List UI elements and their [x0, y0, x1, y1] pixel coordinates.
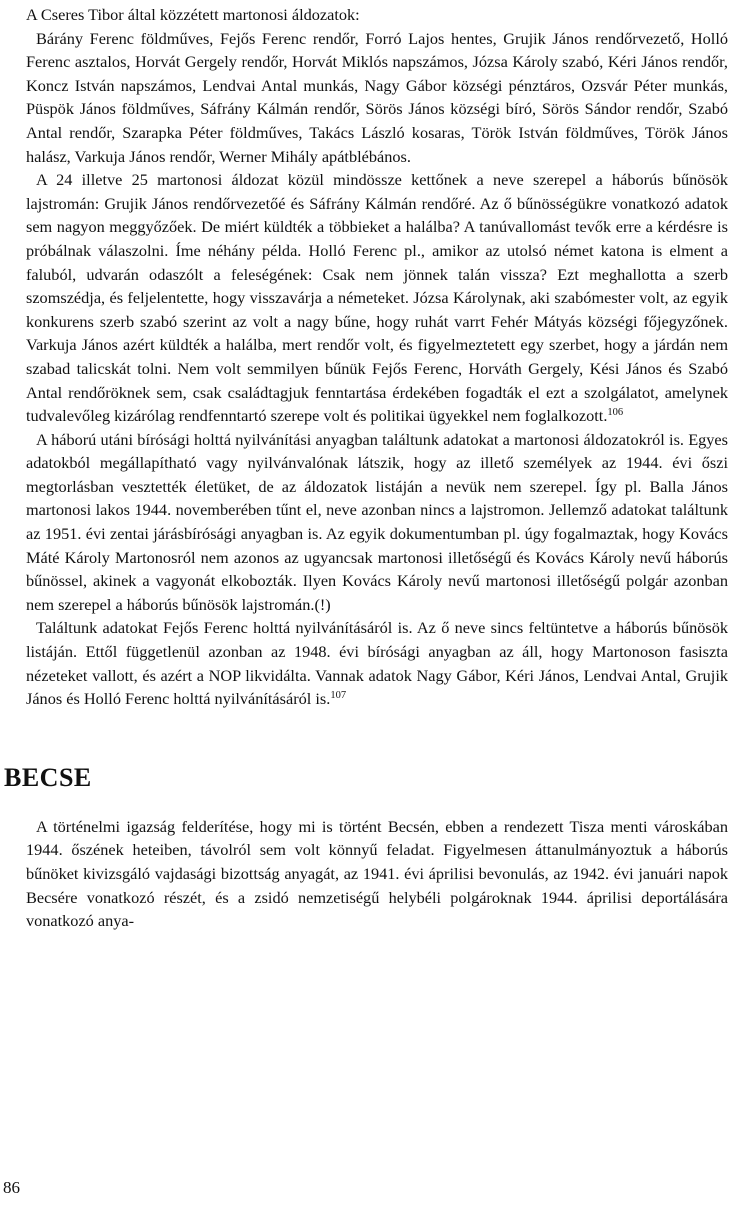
paragraph-war-criminals — [26, 168, 728, 428]
section-heading: BECSE — [4, 762, 92, 792]
footnote-marker: 106 — [607, 407, 624, 419]
paragraph-text: A 24 illetve 25 martonosi áldozat közül mindössze kettőnek a neve szerepel a háborús bűnösök lajstromán: Grujik János rendőrvezetőé és Sáfrány Kálmán rendőré. Az ő bűnösségükre vonatkozó adatok sem nagyon meggyőzőek. De miért küldték a többieket a halálba? A tanúvallomást tevők erre a kérdésre is próbálnak válaszolni. Íme néhány példa. Holló Ferenc pl., amikor az utolsó német katona is elment a faluból, udvarán odaszólt a feleségének: Csak nem jönnek talán vissza? Ezt meghallotta a szerb szomszédja, és feljelentette, hogy visszavárja a németeket. Józsa Károlynak, aki szabómester volt, az egyik konkurens szerb szabó szerint az volt a nagy bűne, hogy ruhát varrt Fehér Mátyás községi főjegyzőnek. Varkuja János azért küldték a halálba, mert rendőr volt, és figyelmeztetett egy szerbet, hogy a járdán nem szabad talicskát tolni. Nem volt semmilyen bűnük Fejős Ferenc, Horváth Gergely, Kési János és Szabó Antal rendőröknek sem, csak családtagjuk fenntartása érdekében fogadták el ezt a szolgálatot, amelynek tudvalevőleg kizárólag rendfenntartó szerepe volt és politikai ügyekkel nem foglalkozott. — [26, 170, 728, 426]
paragraph-text: Találtunk adatokat Fejős Ferenc holttá nyilvánításáról is. Az ő neve sincs feltüntetve a háborús bűnösök listáján. Ettől függetlenül azonban az 1948. évi bírósági anyagban az áll, hogy Martonoson fasiszta nézeteket vallott, és azért a NOP likvidálta. Vannak adatok Nagy Gábor, Kéri János, Lendvai Antal, Grujik János és Holló Ferenc holttá nyilvánításáról is. — [26, 618, 728, 709]
paragraph-fejos-ferenc — [26, 616, 728, 710]
paragraph-victims-list — [26, 27, 728, 169]
page-number: 86 — [3, 1178, 20, 1197]
paragraph-court-records — [26, 428, 728, 617]
paragraph-text: A történelmi igazság felderítése, hogy mi is történt Becsén, ebben a rendezett Tisza menti városkában 1944. őszének heteiben, távolról sem volt könnyű feladat. Figyelmesen áttanulmányoztuk a háborús bűnöket kivizsgáló vajdasági bizottság anyagát, az 1941. évi áprilisi bevonulás, az 1942. évi januári napok Becsére vonatkozó részét, és a zsidó nemzetiségű helybéli polgároknak 1944. áprilisi deportálására vonatkozó anya- — [26, 816, 728, 931]
paragraph-text: Bárány Ferenc földműves, Fejős Ferenc rendőr, Forró Lajos hentes, Grujik János rendőrvezető, Holló Ferenc asztalos, Horvát Gergely rendőr, Horvát Miklós napszámos, Józsa Károly szabó, Kéri János rendőr, Koncz István napszámos, Lendvai Antal munkás, Nagy Gábor községi pénztáros, Ozsvár Péter munkás, Püspök János földműves, Sáfrány Kálmán rendőr, Sörös János községi bíró, Sörös Sándor rendőr, Szabó Antal rendőr, Szarapka Péter földműves, Takács László kosaras, Török István földműves, Török János halász, Varkuja János rendőr, Werner Mihály apátblébános. — [26, 28, 728, 166]
paragraph-text: A háború utáni bírósági holttá nyilvánítási anyagban találtunk adatokat a martonosi áldozatokról is. Egyes adatokból megállapítható vagy nyilvánvalónak látszik, hogy az illető személyek az 1944. évi őszi megtorlásban vesztették életüket, de az áldozatok listáján a nevük nem szerepel. Így pl. Balla János martonosi lakos 1944. novemberében tűnt el, neve azonban nincs a lajstromon. Jellemző adatokat találtunk az 1951. évi zentai járásbírósági anyagban is. Az egyik dokumentumban pl. úgy fogalmaztak, hogy Kovács Máté Károly Martonosról nem azonos az ugyancsak martonosi illetőségű és Kovács Károly nevű háborús bűnössel, akinek a vagyonát elkobozták. Ilyen Kovács Károly nevű martonosi illetőségű polgár azonban nem szerepel a háborús bűnösök lajstromán.(!) — [26, 429, 728, 614]
paragraph-becse — [26, 815, 728, 933]
intro-line: A Cseres Tibor által közzétett martonosi áldozatok: — [26, 5, 360, 24]
footnote-marker: 107 — [330, 690, 347, 702]
